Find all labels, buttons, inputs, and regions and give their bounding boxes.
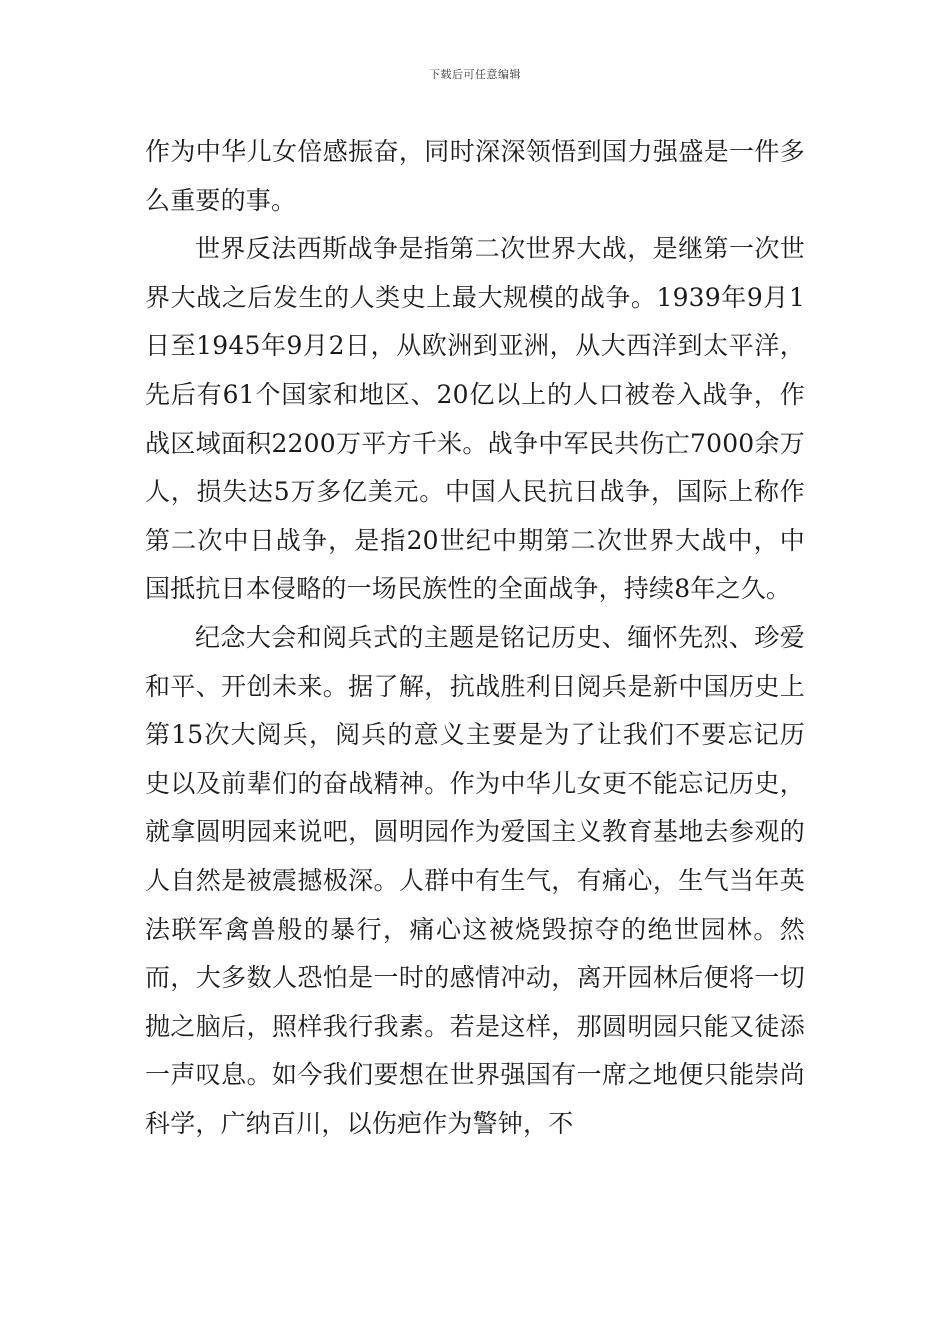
paragraph-1: 作为中华儿女倍感振奋，同时深深领悟到国力强盛是一件多么重要的事。 [145, 137, 805, 215]
paragraph-3: 纪念大会和阅兵式的主题是铭记历史、缅怀先烈、珍爱和平、开创未来。据了解，抗战胜利日阅兵是新中国历史上第15次大阅兵，阅兵的意义主要是为了让我们不要忘记历史以及前辈们的奋战精神。作为中华儿女更不能忘记历史，就拿圆明园来说吧，圆明园作为爱国主义教育基地去参观的人自然是被震撼极深。人群中有生气，有痛心，生气当年英法联军禽兽般的暴行，痛心这被烧毁掠夺的绝世园林。然而，大多数人恐怕是一时的感情冲动，离开园林后便将一切抛之脑后，照样我行我素。若是这样，那圆明园只能又徒添一声叹息。如今我们要想在世界强国有一席之地便只能崇尚科学，广纳百川，以伤疤作为警钟，不 [145, 622, 805, 1138]
document-body [145, 128, 805, 1148]
paragraph-2: 世界反法西斯战争是指第二次世界大战，是继第一次世界大战之后发生的人类史上最大规模的战争。1939年9月1日至1945年9月2日，从欧洲到亚洲，从大西洋到太平洋，先后有61个国家和地区、20亿以上的人口被卷入战争，作战区域面积2200万平方千米。战争中军民共伤亡7000余万人，损失达5万多亿美元。中国人民抗日战争，国际上称作第二次中日战争，是指20世纪中期第二次世界大战中，中国抵抗日本侵略的一场民族性的全面战争，持续8年之久。 [145, 234, 805, 604]
page-header: 下载后可任意编辑 [429, 68, 521, 81]
